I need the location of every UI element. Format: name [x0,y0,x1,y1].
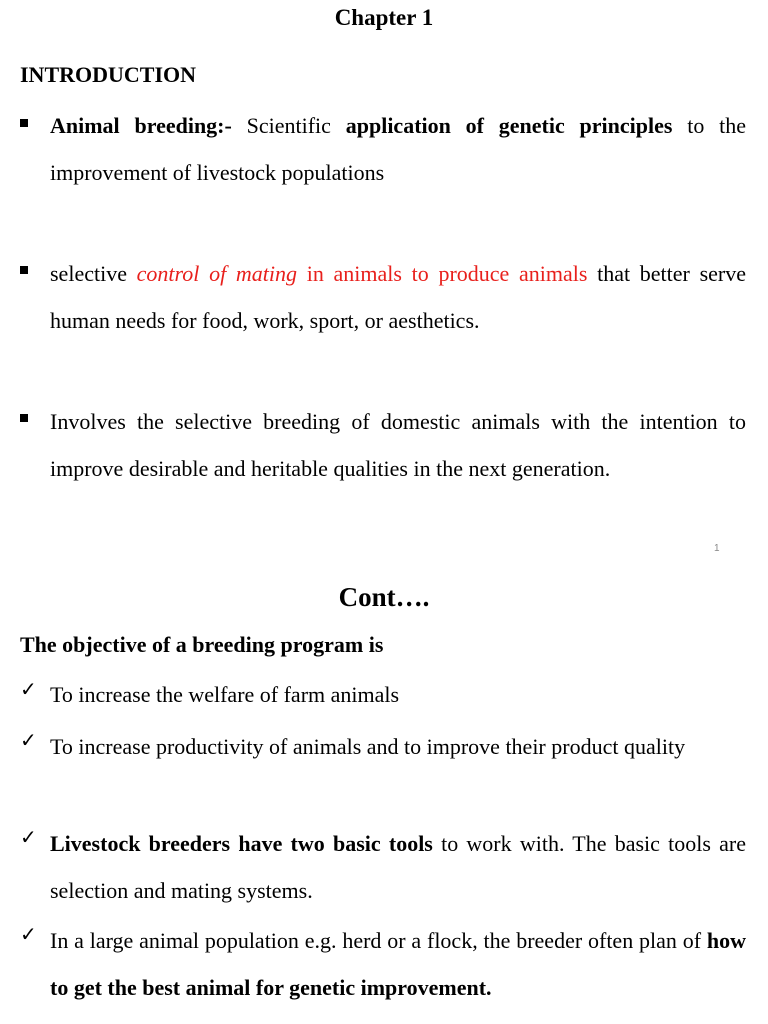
slide-title: Cont…. [338,582,430,612]
plain-text: In a large animal population e.g. herd or a flock, the breeder often plan of [50,928,707,953]
item-text [50,821,746,914]
plain-text: selective [50,261,137,286]
bullet-text [50,251,746,344]
chapter-title: Chapter 1 [334,5,434,30]
term-label: Animal breeding:- [50,113,232,138]
bullet-text: Involves the selective breeding of domestic animals with the intention to improve desirable and heritable qualities in the next generation. [50,409,746,481]
slide-continued [0,570,768,1024]
red-italic-phrase: control of mating [136,261,298,286]
plain-text: to work with. The basic tools are selection and mating systems. [50,831,746,903]
bullet-text [50,103,746,196]
item-text: To increase the welfare of farm animals [50,682,400,707]
section-heading: INTRODUCTION [20,62,197,87]
square-bullet-icon [20,266,28,274]
checkmark-icon: ✓ [20,825,37,849]
objective-heading: The objective of a breeding program is [20,632,384,657]
red-phrase: in animals to produce animals [297,261,588,286]
checkmark-icon: ✓ [20,728,37,752]
plain-text: to the improvement of livestock populations [50,113,747,185]
item-text: To increase productivity of animals and to improve their product quality [50,734,686,759]
checkmark-icon: ✓ [20,677,37,701]
item-text [50,918,746,1011]
bold-phrase: how to get the best animal for genetic improvement. [50,928,746,1000]
checkmark-icon: ✓ [20,922,37,946]
bold-phrase: Livestock breeders have two basic tools [50,831,433,856]
plain-text: Scientific [231,113,346,138]
bold-phrase: application of genetic principles [345,113,673,138]
square-bullet-icon [20,414,28,422]
square-bullet-icon [20,119,28,127]
plain-text: that better serve human needs for food, work, sport, or aesthetics. [50,261,746,333]
page-number: 1 [714,543,720,554]
